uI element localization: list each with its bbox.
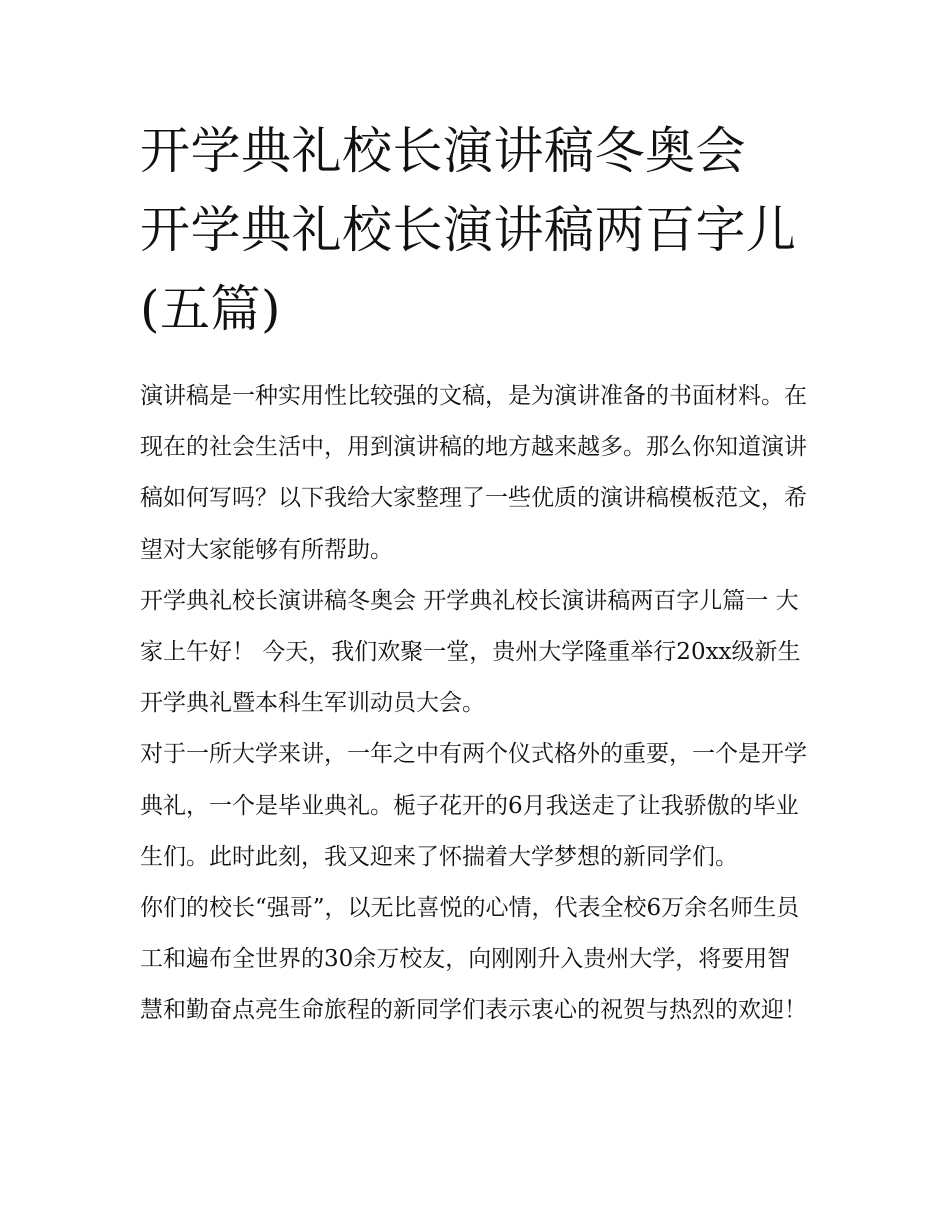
paragraph-speech-opening: 开学典礼校长演讲稿冬奥会 开学典礼校长演讲稿两百字儿篇一 大家上午好！ 今天，我们欢聚一堂，贵州大学隆重举行20xx级新生开学典礼暨本科生军训动员大会。: [140, 587, 801, 717]
document-title: 开学典礼校长演讲稿冬奥会 开学典礼校长演讲稿两百字儿(五篇): [140, 122, 797, 338]
paragraph-intro: 演讲稿是一种实用性比较强的文稿，是为演讲准备的书面材料。在现在的社会生活中，用到演讲稿的地方越来越多。那么你知道演讲稿如何写吗？以下我给大家整理了一些优质的演讲稿模板范文，希望对大家能够有所帮助。: [140, 383, 807, 563]
paragraph-ceremonies: 对于一所大学来讲，一年之中有两个仪式格外的重要，一个是开学典礼，一个是毕业典礼。栀子花开的6月我送走了让我骄傲的毕业生们。此时此刻，我又迎来了怀揣着大学梦想的新同学们。: [140, 741, 807, 870]
document-page: [140, 112, 812, 1037]
document-body: [140, 371, 812, 1037]
paragraph-welcome: 你们的校长“强哥”，以无比喜悦的心情，代表全校6万余名师生员工和遍布全世界的30余万校友，向刚刚升入贵州大学，将要用智慧和勤奋点亮生命旅程的新同学们表示衷心的祝贺与热烈的欢迎！: [140, 895, 807, 1024]
